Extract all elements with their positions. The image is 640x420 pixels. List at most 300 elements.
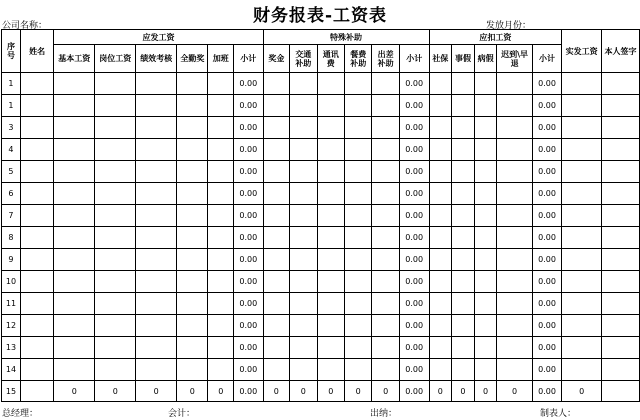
deduction-cell <box>497 183 532 205</box>
payable-cell <box>208 315 234 337</box>
allowance-cell <box>317 249 344 271</box>
net-pay-cell <box>562 315 602 337</box>
deduction-cell <box>474 293 497 315</box>
payable-cell <box>136 139 177 161</box>
row-number: 3 <box>2 117 21 139</box>
subheader-allowance-4: 出差补助 <box>372 45 399 73</box>
payable-cell <box>95 227 136 249</box>
payable-subtotal: 0.00 <box>234 73 264 95</box>
deduction-cell <box>474 227 497 249</box>
employee-name-cell <box>20 381 53 402</box>
deduction-cell <box>474 161 497 183</box>
allowance-cell <box>317 359 344 381</box>
allowance-cell <box>345 183 372 205</box>
deduction-cell <box>497 95 532 117</box>
payable-cell <box>95 183 136 205</box>
subheader-allowance-2: 通讯费 <box>317 45 344 73</box>
allowance-cell <box>263 161 289 183</box>
allowance-cell <box>317 95 344 117</box>
deduction-cell <box>474 271 497 293</box>
net-pay-cell <box>562 249 602 271</box>
employee-name-cell <box>20 95 53 117</box>
payable-cell <box>95 337 136 359</box>
employee-name-cell <box>20 139 53 161</box>
deduction-cell <box>497 73 532 95</box>
deduction-cell <box>474 337 497 359</box>
payable-cell <box>54 117 95 139</box>
row-number: 7 <box>2 205 21 227</box>
employee-name-cell <box>20 249 53 271</box>
signature-cell <box>602 139 640 161</box>
deduction-subtotal: 0.00 <box>532 183 562 205</box>
subheader-deduction-0: 社保 <box>429 45 452 73</box>
pay-month-label: 发放月份： <box>486 21 532 31</box>
payable-cell <box>54 227 95 249</box>
net-pay-cell <box>562 95 602 117</box>
employee-name-cell <box>20 117 53 139</box>
payable-cell <box>136 161 177 183</box>
row-number: 11 <box>2 293 21 315</box>
deduction-subtotal: 0.00 <box>532 73 562 95</box>
deduction-cell <box>429 249 452 271</box>
payable-cell: 0 <box>95 381 136 402</box>
header-seq: 序号 <box>2 30 21 73</box>
deduction-cell <box>452 271 475 293</box>
row-number: 1 <box>2 73 21 95</box>
deduction-cell <box>474 117 497 139</box>
table-row <box>2 117 640 139</box>
payable-cell <box>208 139 234 161</box>
payroll-table <box>1 29 640 402</box>
allowance-cell <box>372 73 399 95</box>
deduction-subtotal: 0.00 <box>532 271 562 293</box>
allowance-cell <box>290 139 317 161</box>
allowance-cell <box>372 249 399 271</box>
company-name-label: 公司名称： <box>2 21 48 31</box>
payable-cell <box>177 117 208 139</box>
payable-cell <box>208 73 234 95</box>
deduction-cell <box>429 205 452 227</box>
footer-accountant: 会计： <box>168 409 196 419</box>
employee-name-cell <box>20 205 53 227</box>
deduction-cell <box>497 227 532 249</box>
payable-cell: 0 <box>208 381 234 402</box>
table-row <box>2 139 640 161</box>
deduction-cell: 0 <box>452 381 475 402</box>
payable-subtotal: 0.00 <box>234 183 264 205</box>
deduction-cell <box>452 139 475 161</box>
payable-subtotal: 0.00 <box>234 271 264 293</box>
payable-subtotal: 0.00 <box>234 95 264 117</box>
allowance-cell <box>290 183 317 205</box>
header-group-allowance: 特殊补助 <box>263 30 429 45</box>
deduction-cell <box>474 73 497 95</box>
employee-name-cell <box>20 293 53 315</box>
payable-cell <box>136 183 177 205</box>
allowance-cell <box>317 205 344 227</box>
allowance-cell: 0 <box>372 381 399 402</box>
deduction-cell <box>452 359 475 381</box>
deduction-subtotal: 0.00 <box>532 95 562 117</box>
row-number: 1 <box>2 95 21 117</box>
allowance-cell <box>372 315 399 337</box>
subheader-deduction-4: 小计 <box>532 45 562 73</box>
allowance-cell <box>317 293 344 315</box>
payable-cell <box>54 337 95 359</box>
subheader-allowance-3: 餐费补助 <box>345 45 372 73</box>
allowance-cell: 0 <box>317 381 344 402</box>
allowance-subtotal: 0.00 <box>399 227 429 249</box>
deduction-cell: 0 <box>474 381 497 402</box>
allowance-cell: 0 <box>345 381 372 402</box>
deduction-cell <box>452 205 475 227</box>
allowance-subtotal: 0.00 <box>399 117 429 139</box>
row-number: 6 <box>2 183 21 205</box>
deduction-cell <box>497 293 532 315</box>
header-signature: 本人签字 <box>602 30 640 73</box>
payable-cell <box>177 139 208 161</box>
allowance-cell <box>372 139 399 161</box>
payable-cell <box>177 183 208 205</box>
payable-cell <box>136 315 177 337</box>
allowance-cell <box>290 95 317 117</box>
payable-subtotal: 0.00 <box>234 315 264 337</box>
allowance-cell <box>263 315 289 337</box>
allowance-cell <box>263 73 289 95</box>
allowance-cell <box>263 271 289 293</box>
payable-subtotal: 0.00 <box>234 161 264 183</box>
deduction-cell <box>429 271 452 293</box>
deduction-cell <box>497 249 532 271</box>
row-number: 10 <box>2 271 21 293</box>
allowance-cell <box>345 139 372 161</box>
deduction-cell <box>429 293 452 315</box>
subheader-allowance-1: 交通补助 <box>290 45 317 73</box>
allowance-cell <box>317 183 344 205</box>
deduction-cell <box>474 359 497 381</box>
allowance-subtotal: 0.00 <box>399 249 429 271</box>
allowance-cell <box>290 271 317 293</box>
payable-cell <box>136 337 177 359</box>
payable-cell <box>136 227 177 249</box>
payable-cell <box>208 205 234 227</box>
payable-cell <box>54 183 95 205</box>
allowance-cell <box>317 139 344 161</box>
payable-subtotal: 0.00 <box>234 117 264 139</box>
signature-cell <box>602 293 640 315</box>
allowance-cell <box>263 95 289 117</box>
header-net-pay: 实发工资 <box>562 30 602 73</box>
allowance-cell <box>372 117 399 139</box>
deduction-cell <box>497 337 532 359</box>
payable-cell <box>208 249 234 271</box>
table-row <box>2 293 640 315</box>
employee-name-cell <box>20 227 53 249</box>
table-row <box>2 337 640 359</box>
allowance-cell <box>345 205 372 227</box>
row-number: 14 <box>2 359 21 381</box>
allowance-cell <box>372 205 399 227</box>
allowance-cell <box>345 315 372 337</box>
deduction-subtotal: 0.00 <box>532 359 562 381</box>
payable-cell <box>95 139 136 161</box>
footer-manager: 总经理： <box>2 409 39 419</box>
employee-name-cell <box>20 359 53 381</box>
allowance-cell <box>317 227 344 249</box>
allowance-cell <box>372 161 399 183</box>
payable-cell <box>177 315 208 337</box>
payable-cell <box>54 271 95 293</box>
allowance-cell <box>290 337 317 359</box>
allowance-cell <box>372 95 399 117</box>
payable-cell <box>177 337 208 359</box>
deduction-cell <box>452 293 475 315</box>
payable-cell <box>136 205 177 227</box>
deduction-cell <box>452 227 475 249</box>
deduction-cell <box>429 95 452 117</box>
table-row <box>2 249 640 271</box>
allowance-cell <box>290 205 317 227</box>
subheader-allowance-0: 奖金 <box>263 45 289 73</box>
signature-cell <box>602 359 640 381</box>
allowance-subtotal: 0.00 <box>399 315 429 337</box>
row-number: 5 <box>2 161 21 183</box>
allowance-cell <box>263 359 289 381</box>
employee-name-cell <box>20 315 53 337</box>
allowance-cell <box>372 183 399 205</box>
deduction-subtotal: 0.00 <box>532 315 562 337</box>
payable-cell <box>177 293 208 315</box>
net-pay-cell <box>562 73 602 95</box>
allowance-cell <box>263 249 289 271</box>
row-number: 9 <box>2 249 21 271</box>
allowance-subtotal: 0.00 <box>399 73 429 95</box>
payable-cell <box>208 359 234 381</box>
deduction-cell: 0 <box>429 381 452 402</box>
payable-cell: 0 <box>136 381 177 402</box>
subheader-payable-2: 绩效考核 <box>136 45 177 73</box>
payable-cell <box>95 271 136 293</box>
table-row <box>2 183 640 205</box>
allowance-cell <box>372 227 399 249</box>
allowance-cell <box>372 293 399 315</box>
subheader-deduction-3: 迟到\早退 <box>497 45 532 73</box>
table-row <box>2 161 640 183</box>
allowance-cell <box>290 227 317 249</box>
allowance-cell <box>317 315 344 337</box>
deduction-cell <box>429 161 452 183</box>
payable-cell <box>208 293 234 315</box>
employee-name-cell <box>20 337 53 359</box>
payable-cell <box>177 161 208 183</box>
allowance-subtotal: 0.00 <box>399 359 429 381</box>
allowance-subtotal: 0.00 <box>399 293 429 315</box>
payable-subtotal: 0.00 <box>234 359 264 381</box>
payable-cell <box>54 139 95 161</box>
payable-cell <box>95 293 136 315</box>
allowance-subtotal: 0.00 <box>399 95 429 117</box>
allowance-cell <box>345 271 372 293</box>
payable-cell <box>95 249 136 271</box>
payable-cell <box>208 337 234 359</box>
deduction-cell <box>497 271 532 293</box>
allowance-cell <box>263 205 289 227</box>
deduction-cell <box>429 183 452 205</box>
net-pay-cell <box>562 293 602 315</box>
deduction-cell <box>429 73 452 95</box>
net-pay-cell <box>562 227 602 249</box>
table-row <box>2 381 640 402</box>
employee-name-cell <box>20 183 53 205</box>
payable-cell <box>54 95 95 117</box>
allowance-cell <box>290 161 317 183</box>
subheader-payable-4: 加班 <box>208 45 234 73</box>
payable-subtotal: 0.00 <box>234 205 264 227</box>
deduction-cell <box>497 315 532 337</box>
deduction-subtotal: 0.00 <box>532 205 562 227</box>
deduction-cell <box>452 161 475 183</box>
subheader-payable-1: 岗位工资 <box>95 45 136 73</box>
allowance-cell: 0 <box>263 381 289 402</box>
payable-subtotal: 0.00 <box>234 139 264 161</box>
deduction-cell <box>429 139 452 161</box>
payable-cell <box>95 359 136 381</box>
allowance-cell <box>317 117 344 139</box>
subheader-payable-3: 全勤奖 <box>177 45 208 73</box>
payable-cell <box>54 293 95 315</box>
deduction-cell <box>452 249 475 271</box>
signature-cell <box>602 205 640 227</box>
allowance-cell <box>317 73 344 95</box>
payable-cell <box>95 117 136 139</box>
deduction-subtotal: 0.00 <box>532 161 562 183</box>
deduction-cell <box>474 315 497 337</box>
deduction-cell <box>452 95 475 117</box>
net-pay-cell <box>562 117 602 139</box>
table-row <box>2 359 640 381</box>
page-title: 财务报表-工资表 <box>252 6 388 26</box>
deduction-cell <box>452 183 475 205</box>
allowance-cell <box>372 359 399 381</box>
signature-cell <box>602 227 640 249</box>
payable-cell <box>54 249 95 271</box>
deduction-subtotal: 0.00 <box>532 249 562 271</box>
payable-subtotal: 0.00 <box>234 249 264 271</box>
payable-cell <box>54 161 95 183</box>
allowance-cell <box>290 359 317 381</box>
payable-cell <box>54 73 95 95</box>
payable-cell <box>177 73 208 95</box>
employee-name-cell <box>20 73 53 95</box>
payable-cell <box>208 183 234 205</box>
deduction-subtotal: 0.00 <box>532 381 562 402</box>
allowance-subtotal: 0.00 <box>399 381 429 402</box>
allowance-cell <box>345 293 372 315</box>
row-number: 8 <box>2 227 21 249</box>
allowance-subtotal: 0.00 <box>399 271 429 293</box>
allowance-cell <box>345 117 372 139</box>
payable-cell <box>208 271 234 293</box>
signature-cell <box>602 73 640 95</box>
payable-subtotal: 0.00 <box>234 381 264 402</box>
net-pay-cell <box>562 183 602 205</box>
payable-cell <box>95 95 136 117</box>
allowance-cell <box>263 139 289 161</box>
table-row <box>2 73 640 95</box>
deduction-cell <box>452 73 475 95</box>
payable-cell <box>54 205 95 227</box>
deduction-cell <box>452 117 475 139</box>
deduction-subtotal: 0.00 <box>532 227 562 249</box>
row-number: 13 <box>2 337 21 359</box>
row-number: 15 <box>2 381 21 402</box>
payable-cell <box>177 249 208 271</box>
allowance-subtotal: 0.00 <box>399 161 429 183</box>
deduction-cell <box>429 315 452 337</box>
allowance-subtotal: 0.00 <box>399 337 429 359</box>
payable-subtotal: 0.00 <box>234 337 264 359</box>
allowance-cell <box>372 271 399 293</box>
net-pay-cell <box>562 139 602 161</box>
row-number: 12 <box>2 315 21 337</box>
payable-cell <box>208 161 234 183</box>
allowance-cell <box>290 117 317 139</box>
deduction-cell <box>474 205 497 227</box>
footer-preparer: 制表人： <box>540 409 577 419</box>
deduction-subtotal: 0.00 <box>532 139 562 161</box>
payable-cell <box>136 95 177 117</box>
deduction-cell <box>452 337 475 359</box>
net-pay-cell <box>562 271 602 293</box>
table-row <box>2 271 640 293</box>
payable-subtotal: 0.00 <box>234 227 264 249</box>
allowance-cell <box>290 293 317 315</box>
payable-cell <box>95 315 136 337</box>
allowance-cell <box>290 315 317 337</box>
deduction-cell <box>429 337 452 359</box>
signature-cell <box>602 315 640 337</box>
deduction-cell <box>497 139 532 161</box>
allowance-cell <box>372 337 399 359</box>
footer-cashier: 出纳： <box>370 409 398 419</box>
deduction-cell: 0 <box>497 381 532 402</box>
allowance-cell <box>263 337 289 359</box>
deduction-subtotal: 0.00 <box>532 337 562 359</box>
signature-cell <box>602 271 640 293</box>
allowance-cell: 0 <box>290 381 317 402</box>
allowance-cell <box>345 337 372 359</box>
signature-cell <box>602 161 640 183</box>
employee-name-cell <box>20 161 53 183</box>
deduction-cell <box>497 205 532 227</box>
allowance-subtotal: 0.00 <box>399 183 429 205</box>
subheader-payable-5: 小计 <box>234 45 264 73</box>
deduction-cell <box>452 315 475 337</box>
allowance-cell <box>317 161 344 183</box>
signature-cell <box>602 249 640 271</box>
allowance-cell <box>263 117 289 139</box>
deduction-cell <box>497 117 532 139</box>
deduction-cell <box>429 359 452 381</box>
deduction-subtotal: 0.00 <box>532 117 562 139</box>
deduction-cell <box>497 161 532 183</box>
deduction-subtotal: 0.00 <box>532 293 562 315</box>
allowance-cell <box>263 293 289 315</box>
payable-cell <box>95 205 136 227</box>
net-pay-cell <box>562 205 602 227</box>
table-row <box>2 315 640 337</box>
table-row <box>2 227 640 249</box>
